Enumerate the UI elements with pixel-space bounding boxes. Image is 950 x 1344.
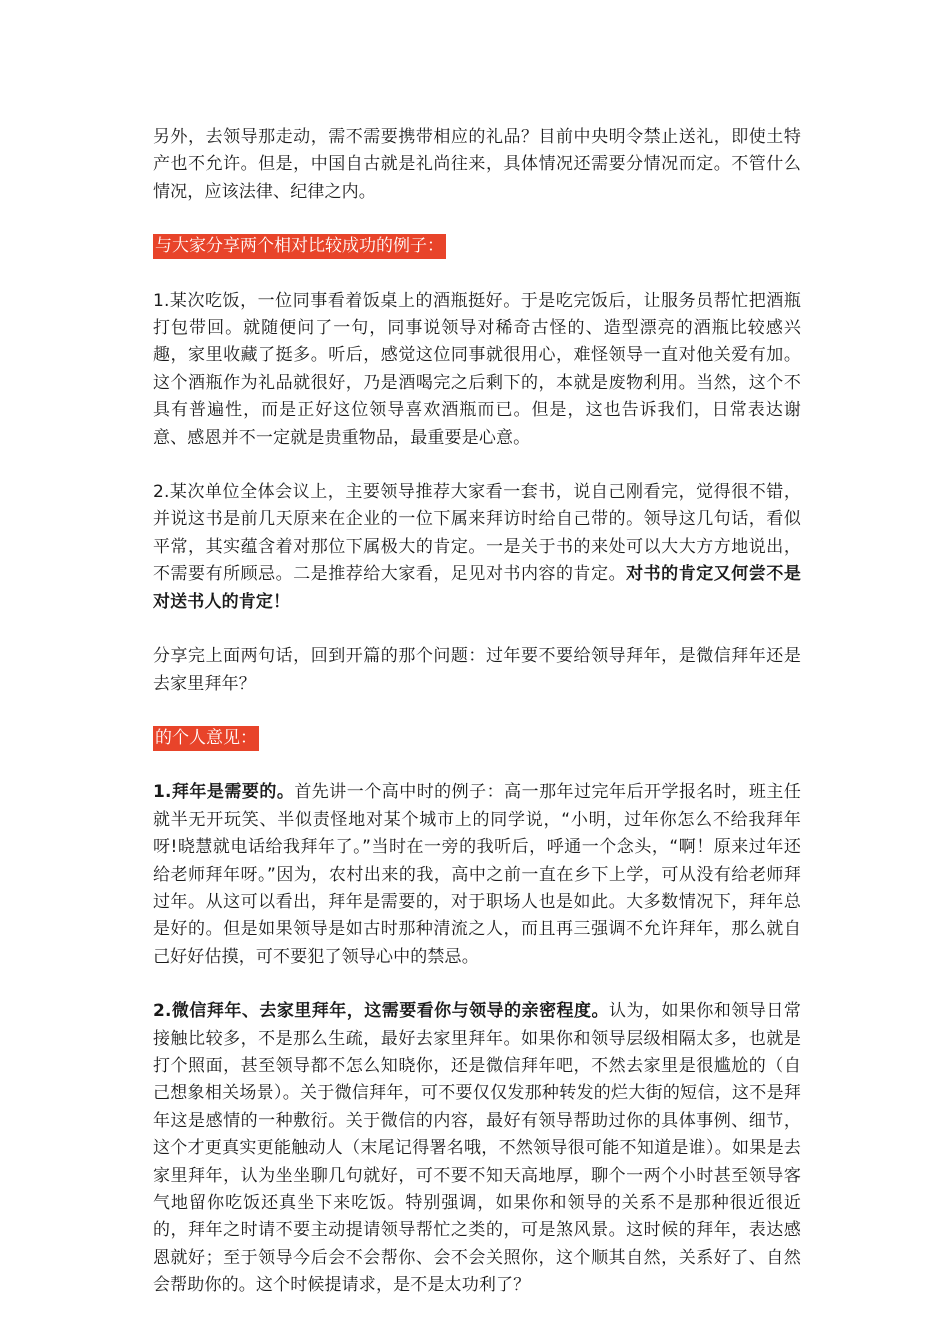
opinion-2-paragraph (153, 998, 801, 1299)
opinion-2-lead: 2.微信拜年、去家里拜年，这需要看你与领导的亲密程度。 (153, 1001, 610, 1022)
section-heading-opinion (153, 725, 801, 752)
intro-paragraph: 另外，去领导那走动，需不需要携带相应的礼品？目前中央明令禁止送礼，即使土特产也不允许。但是，中国自古就是礼尚往来，具体情况还需要分情况而定。不管什么情况，应该法律、纪律之内。 (153, 127, 801, 202)
example-2-emphasis: 对书的肯定又何尝不是对送书人的肯定！ (153, 564, 801, 612)
document-page (153, 124, 801, 1300)
opinion-2-text: 认为，如果你和领导日常接触比较多，不是那么生疏，最好去家里拜年。如果你和领导层级相隔太多，也就是打个照面，甚至领导都不怎么知晓你，还是微信拜年吧，不然去家里是很尴尬的（自己想象相关场景）。关于微信拜年，可不要仅仅发那种转发的烂大街的短信，这不是拜年这是感情的一种敷衍。关于微信的内容，最好有领导帮助过你的具体事例、细节，这个才更真实更能触动人（末尾记得署名哦，不然领导很可能不知道是谁）。如果是去家里拜年，认为坐坐聊几句就好，可不要不知天高地厚，聊个一两个小时甚至领导客气地留你吃饭还真坐下来吃饭。特别强调，如果你和领导的关系不是那种很近很近的，拜年之时请不要主动提请领导帮忙之类的，可是煞风景。这时候的拜年，表达感恩就好；至于领导今后会不会帮你、会不会关照你，这个顺其自然，关系好了、自然会帮助你的。这个时候提请求，是不是太功利了？ (153, 1001, 801, 1296)
heading-highlight: 的个人意见： (153, 726, 259, 751)
heading-highlight: 与大家分享两个相对比较成功的例子： (153, 234, 446, 259)
opinion-1-lead: 1.拜年是需要的。 (153, 782, 295, 803)
transition-paragraph: 分享完上面两句话，回到开篇的那个问题：过年要不要给领导拜年，是微信拜年还是去家里拜年？ (153, 646, 801, 694)
example-2-paragraph (153, 479, 801, 616)
example-1-paragraph: 1.某次吃饭，一位同事看着饭桌上的酒瓶挺好。于是吃完饭后，让服务员帮忙把酒瓶打包带回。就随便问了一句，同事说领导对稀奇古怪的、造型漂亮的酒瓶比较感兴趣，家里收藏了挺多。听后，感觉这位同事就很用心，难怪领导一直对他关爱有加。这个酒瓶作为礼品就很好，乃是酒喝完之后剩下的，本就是废物利用。当然，这个不具有普遍性，而是正好这位领导喜欢酒瓶而已。但是，这也告诉我们，日常表达谢意、感恩并不一定就是贵重物品，最重要是心意。 (153, 290, 801, 448)
example-2-text: 2.某次单位全体会议上，主要领导推荐大家看一套书，说自己刚看完，觉得很不错，并说这书是前几天原来在企业的一位下属来拜访时给自己带的。领导这几句话，看似平常，其实蕴含着对那位下属极大的肯定。一是关于书的来处可以大大方方地说出，不需要有所顾忌。二是推荐给大家看，足见对书内容的肯定。 (153, 482, 801, 585)
opinion-1-paragraph (153, 779, 801, 971)
opinion-1-text: 首先讲一个高中时的例子：高一那年过完年后开学报名时，班主任就半无开玩笑、半似责怪地对某个城市上的同学说，“小明，过年你怎么不给我拜年呀!晓慧就电话给我拜年了。”当时在一旁的我听后，呼通一个念头，“啊！原来过年还给老师拜年呀。”因为，农村出来的我，高中之前一直在乡下上学，可从没有给老师拜过年。从这可以看出，拜年是需要的，对于职场人也是如此。大多数情况下，拜年总是好的。但是如果领导是如古时那种清流之人，而且再三强调不允许拜年，那么就自己好好估摸，可不要犯了领导心中的禁忌。 (153, 782, 801, 967)
section-heading-examples (153, 233, 801, 260)
